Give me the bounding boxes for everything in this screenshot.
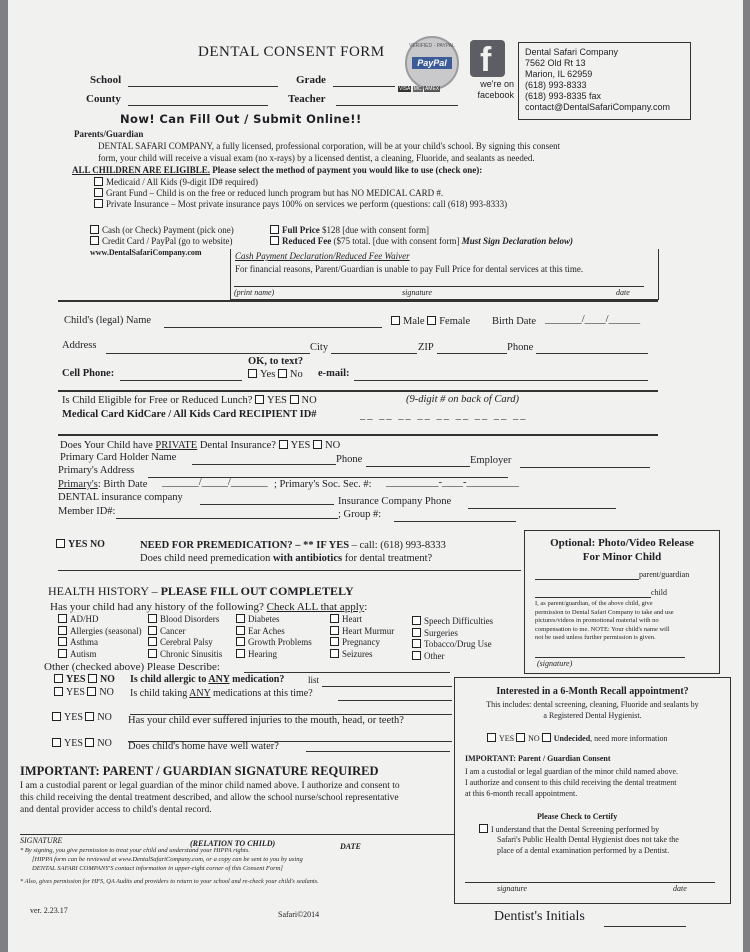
premed-heading: NEED FOR PREMEDICATION? – ** IF YES – call: (618) 993-8333 <box>140 540 446 551</box>
digit-note: (9-digit # on back of Card) <box>406 394 520 405</box>
photo-release-signature-label: (signature) <box>537 659 573 668</box>
checkbox-icon <box>148 614 157 623</box>
member-id-field[interactable] <box>116 518 338 519</box>
yes-checkbox-icon <box>248 369 257 378</box>
certify-line-2: Safari's Public Health Dental Hygienist does not take the <box>497 835 679 844</box>
q4-field[interactable] <box>306 751 450 752</box>
relation-label: (RELATION TO CHILD) <box>190 839 276 848</box>
primary-ssn-field[interactable]: __________-____-__________ <box>386 477 519 488</box>
recall-title: Interested in a 6-Month Recall appointment? <box>496 686 689 697</box>
cell-phone-field[interactable] <box>120 380 242 381</box>
birth-date-label: Birth Date <box>492 316 537 327</box>
signature-text-2: this child receiving the dental treatment described, and allow the school nurse/school representative <box>20 793 399 803</box>
premed-yes-no[interactable]: YES NO <box>56 539 105 550</box>
yes-checkbox-icon <box>56 539 65 548</box>
parents-heading: Parents/Guardian <box>74 129 144 139</box>
paypal-logo: PayPal <box>412 57 452 69</box>
checkbox-icon <box>270 225 279 234</box>
fine-print-3: DENTAL SAFARI COMPANY'S contact information in upper-right corner of this Consent Form] <box>32 865 283 872</box>
form-title: DENTAL CONSENT FORM <box>198 44 385 60</box>
condition-growth-problems[interactable]: Growth Problems <box>236 637 312 649</box>
other-describe-field[interactable] <box>244 672 450 673</box>
website-link[interactable]: www.DentalSafariCompany.com <box>90 248 202 257</box>
photo-release-signature-field[interactable] <box>535 657 685 658</box>
option-private-insurance[interactable]: Private Insurance – Most private insurance pays 100% on services we perform (questions: call (618) 993-8333) <box>94 199 507 209</box>
medical-card-label: Medical Card KidCare / All Kids Card RECIPIENT ID# <box>62 409 317 420</box>
premed-question: Does child need premedication with antibiotics for dental treatment? <box>140 553 433 564</box>
checkbox-icon <box>148 637 157 646</box>
yes-checkbox-icon <box>54 687 63 696</box>
county-field[interactable] <box>128 105 268 106</box>
intro-line-2: form, your child will receive a visual exam (no x-rays) by a licensed dentist, a cleaning, Fluoride, and sealants as needed. <box>98 153 535 163</box>
certify-heading: Please Check to Certify <box>537 812 618 821</box>
yes-checkbox-icon <box>279 440 288 449</box>
no-checkbox-icon <box>290 395 299 404</box>
undecided-checkbox-icon <box>542 733 551 742</box>
checkbox-icon <box>148 626 157 635</box>
q2-field[interactable] <box>338 700 452 701</box>
grade-field[interactable] <box>333 86 395 87</box>
option-medicaid[interactable]: Medicaid / All Kids (9-digit ID# required) <box>94 177 258 187</box>
gender-options[interactable]: Male Female <box>391 316 470 327</box>
checkbox-icon <box>412 616 421 625</box>
recall-consent-1: I am a custodial or legal guardian of the minor child named above. <box>465 767 679 776</box>
health-history-question: Has your child had any history of the following? Check ALL that apply: <box>50 601 368 613</box>
teacher-label: Teacher <box>288 93 326 105</box>
lunch-question: Is Child Eligible for Free or Reduced Lunch? YES NO <box>62 395 317 406</box>
yes-checkbox-icon <box>487 733 496 742</box>
fine-print-4: * Also, gives permission for HFS, QA Audits and providers to return to your school and re-check your child's sealants. <box>20 878 319 885</box>
child-name-label: Child's (legal) Name <box>64 315 152 326</box>
health-history-heading: HEALTH HISTORY – PLEASE FILL OUT COMPLETELY <box>48 584 354 598</box>
school-field[interactable] <box>128 86 278 87</box>
checkbox-icon <box>236 626 245 635</box>
consent-form-sheet <box>8 0 743 952</box>
private-insurance-question: Does Your Child have PRIVATE Dental Insurance? YES NO <box>60 440 341 451</box>
recall-consent-2: I authorize and consent to this child receiving the dental treatment <box>465 778 677 787</box>
ok-to-text-label: OK, to text? <box>248 356 304 367</box>
recall-box <box>454 677 731 904</box>
card-holder-field[interactable] <box>192 464 336 465</box>
q1-list-label: list <box>308 675 320 685</box>
dentist-initials-field[interactable] <box>604 926 686 927</box>
checkbox-icon <box>94 177 103 186</box>
recall-important: IMPORTANT: Parent / Guardian Consent <box>465 754 611 763</box>
condition-column-4 <box>330 614 394 660</box>
child-name-field[interactable] <box>164 327 382 328</box>
no-checkbox-icon <box>87 687 96 696</box>
condition-heart-murmur[interactable]: Heart Murmur <box>330 626 394 638</box>
parent-guardian-label: parent/guardian <box>639 570 690 579</box>
photo-release-text: I, as parent/guardian, of the above child, give permission to Dental Safari Company to take and use pictures/videos in promotional material with no compensation to me. NOTE: Your child's name will not be used unless further permission is given. <box>535 600 674 641</box>
condition-cancer[interactable]: Cancer <box>148 626 222 638</box>
paypal-verified-seal-icon: VERIFIED · PAYPAL PayPal <box>405 36 459 90</box>
checkbox-icon <box>58 626 67 635</box>
checkbox-icon <box>412 651 421 660</box>
recall-text-2: a Registered Dental Hygienist. <box>543 711 642 720</box>
facebook-icon[interactable]: f <box>470 40 505 77</box>
condition-adhd[interactable]: AD/HD <box>58 614 142 626</box>
signature-label: SIGNATURE <box>20 836 63 845</box>
waiver-print-name: (print name) <box>234 288 275 297</box>
checkbox-icon <box>330 626 339 635</box>
checkbox-icon <box>330 649 339 658</box>
recall-signature-field[interactable] <box>465 882 715 883</box>
yes-checkbox-icon <box>52 712 61 721</box>
employer-label: Employer <box>470 455 512 466</box>
version-label: ver. 2.23.17 <box>30 906 68 915</box>
email-field[interactable] <box>354 380 648 381</box>
primary-ssn-label: ; Primary's Soc. Sec. #: <box>274 479 372 490</box>
yes-checkbox-icon <box>255 395 264 404</box>
primary-birth-field[interactable]: _______/_____/_______ <box>162 477 268 488</box>
no-checkbox-icon <box>516 733 525 742</box>
no-checkbox-icon <box>88 674 97 683</box>
company-info-box <box>518 42 691 120</box>
no-checkbox-icon <box>85 712 94 721</box>
no-checkbox-icon <box>85 738 94 747</box>
certify-line-1[interactable]: I understand that the Dental Screening performed by <box>479 824 659 834</box>
dentist-initials-label: Dentist's Initials <box>494 909 585 924</box>
checkbox-icon <box>412 639 421 648</box>
condition-blood-disorders[interactable]: Blood Disorders <box>148 614 222 626</box>
condition-chronic-sinusitis[interactable]: Chronic Sinusitis <box>148 649 222 661</box>
checkbox-icon <box>330 637 339 646</box>
condition-column-3 <box>236 614 312 660</box>
address-label: Address <box>62 340 97 351</box>
condition-surgeries[interactable]: Surgeries <box>412 628 493 640</box>
waiver-signature-field[interactable] <box>234 286 644 287</box>
option-full-price[interactable]: Full Price $128 [due with consent form] <box>270 225 429 235</box>
condition-allergies[interactable]: Allergies (seasonal) <box>58 626 142 638</box>
waiver-date-label: date <box>616 288 630 297</box>
certify-line-3: place of a dental examination performed by a Dentist. <box>497 846 670 855</box>
option-cash[interactable]: Cash (or Check) Payment (pick one) <box>90 225 234 235</box>
teacher-field[interactable] <box>336 105 458 106</box>
photo-release-box <box>524 530 720 674</box>
waiver-title: Cash Payment Declaration/Reduced Fee Waiver <box>235 251 410 261</box>
checkbox-icon <box>236 649 245 658</box>
option-credit-card[interactable]: Credit Card / PayPal (go to website) <box>90 236 232 246</box>
card-holder-label: Primary Card Holder Name <box>60 452 177 463</box>
condition-column-5 <box>412 616 493 662</box>
online-banner[interactable]: Now! Can Fill Out / Submit Online!! <box>120 112 362 126</box>
phone-field[interactable] <box>536 353 648 354</box>
q2-yes-no[interactable]: YES NO <box>54 687 114 698</box>
photo-release-title: Optional: Photo/Video Release <box>550 537 694 549</box>
zip-field[interactable] <box>437 353 507 354</box>
holder-phone-label: Phone <box>336 454 363 465</box>
fine-print-1: * By signing, you give permission to treat your child and understand your HIPPA rights. <box>20 847 250 854</box>
condition-other[interactable]: Other <box>412 651 493 663</box>
condition-seizures[interactable]: Seizures <box>330 649 394 661</box>
condition-hearing[interactable]: Hearing <box>236 649 312 661</box>
county-label: County <box>86 93 121 105</box>
checkbox-icon <box>58 649 67 658</box>
company-phone: (618) 993-8333 <box>525 80 587 90</box>
male-checkbox-icon <box>391 316 400 325</box>
condition-column-2 <box>148 614 222 660</box>
signature-text-3: and dental provider access to child's dental record. <box>20 805 212 815</box>
signature-heading: IMPORTANT: PARENT / GUARDIAN SIGNATURE REQUIRED <box>20 764 379 778</box>
city-field[interactable] <box>331 353 417 354</box>
child-label: child <box>651 588 667 597</box>
phone-label: Phone <box>507 342 534 353</box>
city-label: City <box>310 342 329 353</box>
checkbox-icon <box>94 199 103 208</box>
waiver-signature-label: signature <box>402 288 432 297</box>
checkbox-icon <box>148 649 157 658</box>
q3-yes-no[interactable]: YES NO <box>52 712 112 723</box>
primary-birth-label: Primary's: Birth Date <box>58 479 148 490</box>
primary-address-label: Primary's Address <box>58 465 135 476</box>
condition-pregnancy[interactable]: Pregnancy <box>330 637 394 649</box>
female-checkbox-icon <box>427 316 436 325</box>
q1-list-field[interactable] <box>322 686 452 687</box>
checkbox-icon <box>270 236 279 245</box>
email-label: e-mail: <box>318 368 350 379</box>
no-checkbox-icon <box>278 369 287 378</box>
condition-cerebral-palsy[interactable]: Cerebral Palsy <box>148 637 222 649</box>
child-field[interactable] <box>535 597 651 598</box>
checkbox-icon <box>94 188 103 197</box>
option-grant-fund[interactable]: Grant Fund – Child is on the free or reduced lunch program but has NO MEDICAL CARD #. <box>94 188 443 198</box>
group-label: ; Group #: <box>338 509 382 520</box>
company-fax: (618) 993-8335 fax <box>525 91 602 101</box>
company-street: 7562 Old Rt 13 <box>525 58 586 68</box>
q4-yes-no[interactable]: YES NO <box>52 738 112 749</box>
checkbox-icon <box>412 628 421 637</box>
q1-yes-no[interactable]: YES NO <box>54 674 115 685</box>
intro-line-1: DENTAL SAFARI COMPANY, a fully licensed, professional corporation, will be at your child's school. By signing this consent <box>98 141 561 151</box>
holder-phone-field[interactable] <box>366 466 470 467</box>
q4-well-water: Does child's home have well water? <box>128 741 279 752</box>
company-name: Dental Safari Company <box>525 47 619 57</box>
recall-consent-3: at this 6-month recall appointment. <box>465 789 578 798</box>
option-reduced-fee[interactable]: Reduced Fee ($75 total. [due with consent form] Must Sign Declaration below) <box>270 236 573 246</box>
yes-checkbox-icon <box>54 674 63 683</box>
condition-asthma[interactable]: Asthma <box>58 637 142 649</box>
waiver-text: For financial reasons, Parent/Guardian is unable to pay Full Price for dental services at this time. <box>235 264 584 274</box>
insurance-phone-label: Insurance Company Phone <box>338 496 452 507</box>
condition-heart[interactable]: Heart <box>330 614 394 626</box>
no-checkbox-icon <box>313 440 322 449</box>
insurance-phone-field[interactable] <box>468 508 616 509</box>
cell-phone-label: Cell Phone: <box>62 368 115 379</box>
condition-diabetes[interactable]: Diabetes <box>236 614 312 626</box>
checkbox-icon <box>90 225 99 234</box>
checkbox-icon <box>330 614 339 623</box>
parent-signature-field[interactable] <box>20 834 454 835</box>
checkbox-icon <box>236 614 245 623</box>
birth-date-field[interactable]: _______/____/______ <box>545 314 641 325</box>
q2-medications: Is child taking ANY medications at this time? <box>130 688 313 699</box>
insurance-company-label: DENTAL insurance company <box>58 492 183 503</box>
condition-speech-difficulties[interactable]: Speech Difficulties <box>412 616 493 628</box>
checkbox-icon <box>58 614 67 623</box>
eligible-line: ALL CHILDREN ARE ELIGIBLE. Please select the method of payment you would like to use (check one): <box>72 165 483 175</box>
recall-options[interactable]: YES NO Undecided, need more information <box>487 733 667 743</box>
ok-to-text-options[interactable]: Yes No <box>248 369 303 380</box>
parent-guardian-field[interactable] <box>535 579 639 580</box>
company-email[interactable]: contact@DentalSafariCompany.com <box>525 102 671 112</box>
fine-print-2: [HIPPA form can be reviewed at www.DentalSafariCompany.com, or a copy can be sent to you by using <box>32 856 303 863</box>
card-logos: VISA MC AMEX <box>399 86 440 92</box>
condition-autism[interactable]: Autism <box>58 649 142 661</box>
checkbox-icon <box>90 236 99 245</box>
company-city: Marion, IL 62959 <box>525 69 593 79</box>
condition-ear-aches[interactable]: Ear Aches <box>236 626 312 638</box>
other-describe-label: Other (checked above) Please Describe: <box>44 661 220 673</box>
member-id-label: Member ID#: <box>58 506 116 517</box>
employer-field[interactable] <box>520 467 650 468</box>
group-field[interactable] <box>394 521 516 522</box>
photo-release-subtitle: For Minor Child <box>582 551 662 563</box>
checkbox-icon <box>236 637 245 646</box>
address-field[interactable] <box>106 353 310 354</box>
q3-injuries: Has your child ever suffered injuries to the mouth, head, or teeth? <box>128 715 404 726</box>
condition-column-1 <box>58 614 142 660</box>
certify-checkbox-icon <box>479 824 488 833</box>
yes-checkbox-icon <box>52 738 61 747</box>
copyright-label: Safari©2014 <box>278 910 320 919</box>
q1-allergic: Is child allergic to ANY medication? <box>130 674 285 685</box>
medical-card-id-field[interactable]: __ __ __ __ __ __ __ __ __ <box>360 410 528 421</box>
date-label: DATE <box>340 842 361 851</box>
recall-date-label: date <box>673 884 687 893</box>
zip-label: ZIP <box>418 342 434 353</box>
recall-text-1: This includes: dental screening, cleaning, Fluoride and sealants by <box>486 700 699 709</box>
checkbox-icon <box>58 637 67 646</box>
grade-label: Grade <box>296 74 326 86</box>
facebook-text: we're on facebook <box>477 79 514 100</box>
signature-text-1: I am a custodial parent or legal guardian of the minor child named above. I authorize and consent to <box>20 781 400 791</box>
insurance-company-field[interactable] <box>200 504 334 505</box>
recall-signature-label: signature <box>497 884 527 893</box>
school-label: School <box>90 74 122 86</box>
condition-tobacco-drug-use[interactable]: Tobacco/Drug Use <box>412 639 493 651</box>
